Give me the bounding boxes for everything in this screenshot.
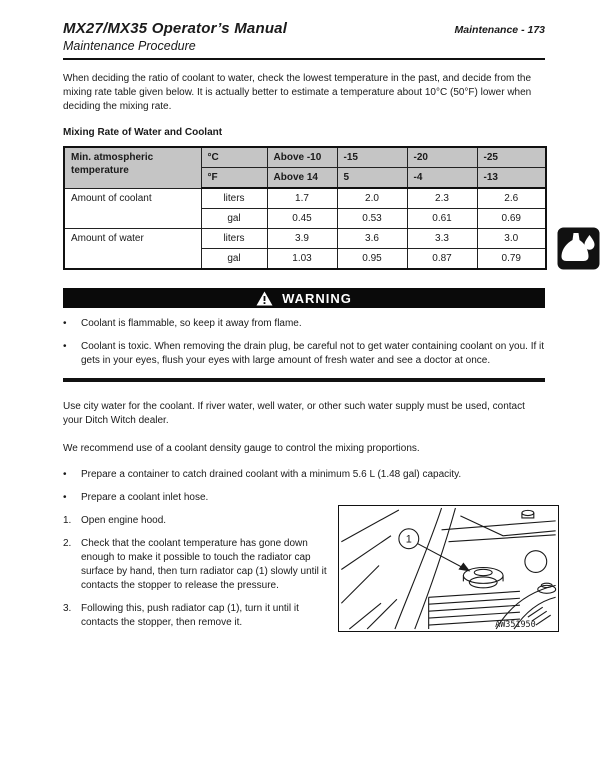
col-header-f-2: -4 [407,168,477,189]
mixing-rate-table [63,146,547,270]
bullet-marker: • [63,492,67,503]
step-item [63,602,335,630]
unit-cell: gal [201,249,267,270]
col-header-f-0: Above 14 [267,168,337,189]
value-cell: 0.53 [337,209,407,229]
value-cell: 3.6 [337,229,407,249]
col-header-min-temp: Min. atmospheric temperature [64,147,201,188]
value-cell: 2.0 [337,188,407,209]
steps-column [63,537,335,630]
value-cell: 0.69 [477,209,546,229]
warning-item-text: Coolant is flammable, so keep it away from flame. [81,318,302,329]
step-number: 1. [63,515,72,526]
value-cell: 3.9 [267,229,337,249]
value-cell: 0.95 [337,249,407,270]
prep-bullet [63,468,545,482]
table-row [64,229,546,249]
col-header-c-2: -20 [407,147,477,168]
document-header [63,20,545,60]
value-cell: 2.3 [407,188,477,209]
prep-bullet-text: Prepare a container to catch drained coolant with a minimum 5.6 L (1.48 gal) capacity. [81,469,462,480]
prep-bullet [63,491,545,505]
step-text: Following this, push radiator cap (1), turn it until it contacts the stopper, then remove it. [81,603,299,628]
unit-cell: gal [201,209,267,229]
section-divider [63,378,545,382]
figure-callout-number: 1 [405,533,412,546]
warning-banner [63,288,545,308]
col-header-c-0: Above -10 [267,147,337,168]
unit-cell: liters [201,229,267,249]
value-cell: 1.03 [267,249,337,270]
figure-code: AW351950 [495,619,536,630]
radiator-cap-figure [338,505,559,632]
page-reference: Maintenance - 173 [454,24,545,36]
city-water-paragraph: Use city water for the coolant. If river water, well water, or other such water supply must be used, contact your Ditch Witch dealer. [63,401,525,426]
step-item [63,537,335,593]
value-cell: 0.87 [407,249,477,270]
bullet-marker: • [63,341,67,352]
value-cell: 1.7 [267,188,337,209]
value-cell: 3.3 [407,229,477,249]
table-row [64,188,546,209]
warning-item [63,317,545,331]
step-number: 2. [63,538,72,549]
warning-item-text: Coolant is toxic. When removing the drain plug, be careful not to get water containing coolant on you. If it gets in your eyes, flush your eyes with large amount of fresh water and see a doctor at once. [81,341,545,366]
unit-cell: liters [201,188,267,209]
row-label-water: Amount of water [64,229,201,270]
col-header-f-1: 5 [337,168,407,189]
col-header-c-3: -25 [477,147,546,168]
warning-item [63,340,545,368]
engine-compartment-illustration [339,506,558,631]
prep-bullet-text: Prepare a coolant inlet hose. [81,492,209,503]
density-gauge-paragraph: We recommend use of a coolant density gauge to control the mixing proportions. [63,443,420,454]
table-header-row-celsius [64,147,546,168]
step-number: 3. [63,603,72,614]
value-cell: 0.61 [407,209,477,229]
col-header-c-1: -15 [337,147,407,168]
warning-triangle-icon [256,291,273,306]
warning-title: WARNING [282,290,352,306]
fluid-flask-droplet-icon [557,227,600,270]
bullet-marker: • [63,318,67,329]
col-header-unit-c: °C [201,147,267,168]
value-cell: 0.79 [477,249,546,270]
col-header-f-3: -13 [477,168,546,189]
document-title: MX27/MX35 Operator’s Manual [63,20,288,37]
bullet-marker: • [63,469,67,480]
col-header-unit-f: °F [201,168,267,189]
table-caption: Mixing Rate of Water and Coolant [63,127,223,138]
value-cell: 3.0 [477,229,546,249]
value-cell: 0.45 [267,209,337,229]
row-label-coolant: Amount of coolant [64,188,201,229]
value-cell: 2.6 [477,188,546,209]
document-subtitle: Maintenance Procedure [63,39,196,53]
intro-paragraph: When deciding the ratio of coolant to water, check the lowest temperature in the past, and decide from the mixing rate table given below. It is actually better to estimate a temperature about 10°C (50°F) lower when deciding the mixing rate. [63,73,532,112]
step-text: Check that the coolant temperature has gone down enough to make it possible to touch the radiator cap surface by hand, then turn radiator cap (1) slowly until it contacts the stopper to release the pressure. [81,538,327,591]
step-text: Open engine hood. [81,515,167,526]
